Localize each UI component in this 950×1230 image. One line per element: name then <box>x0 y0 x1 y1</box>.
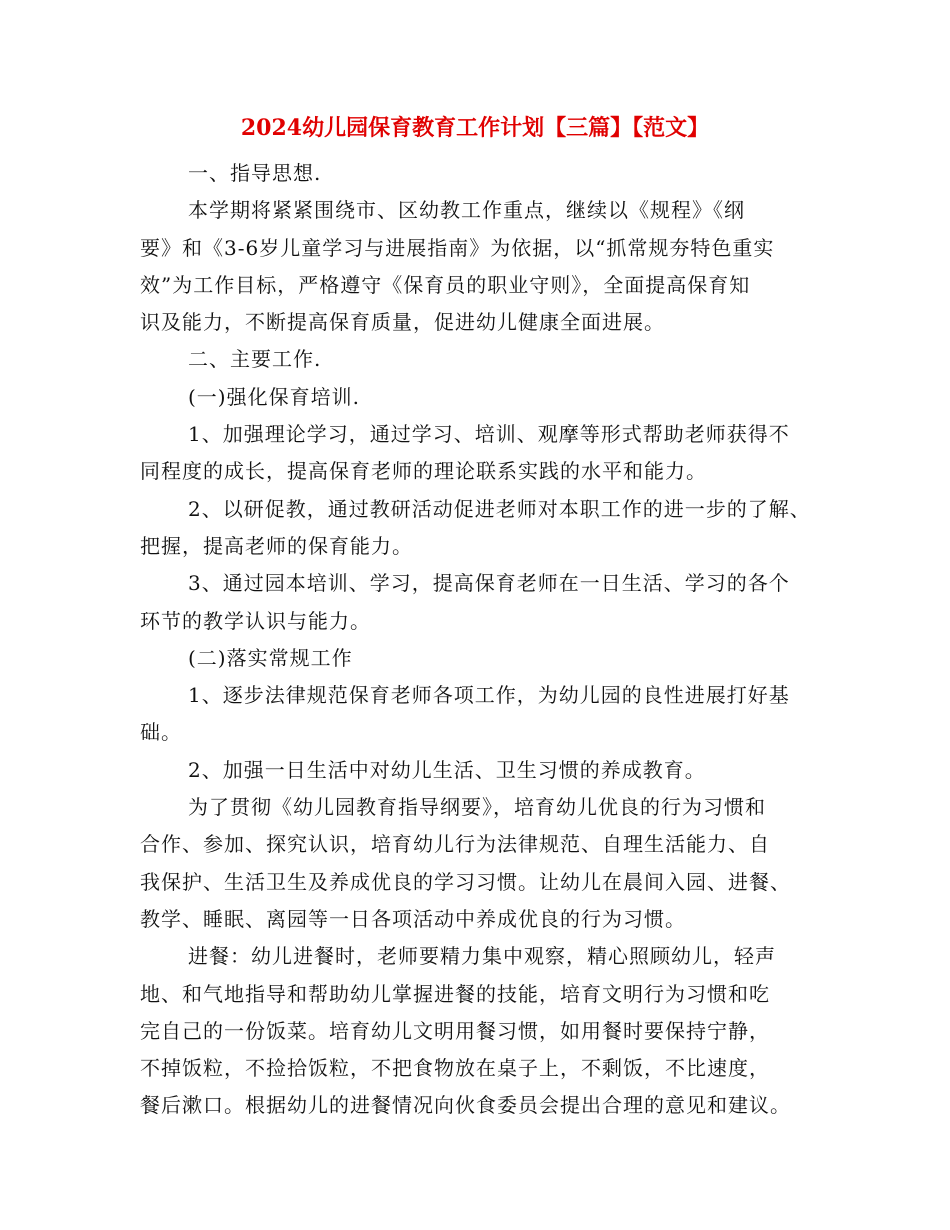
text-line: 同程度的成长，提高保育老师的理论联系实践的水平和能力。 <box>140 459 707 484</box>
text-line: 效”为工作目标，严格遵守《保育员的职业守则》，全面提高保育知 <box>140 272 751 297</box>
text-line: 要》和《3-6岁儿童学习与进展指南》为依据，以“抓常规夯特色重实 <box>140 235 775 260</box>
text-line: 1、加强理论学习，通过学习、培训、观摩等形式帮助老师获得不 <box>188 422 790 447</box>
text-line: 餐后漱口。根据幼儿的进餐情况向伙食委员会提出合理的意见和建议。 <box>140 1093 791 1118</box>
text-line: 2、以研促教，通过教研活动促进老师对本职工作的进一步的了解、 <box>188 496 811 521</box>
text-line: (一)强化保育培训. <box>188 384 360 409</box>
text-line: 我保护、生活卫生及养成优良的学习习惯。让幼儿在晨间入园、进餐、 <box>140 869 791 894</box>
text-line: (二)落实常规工作 <box>188 645 353 670</box>
text-line: 一、指导思想. <box>188 161 322 185</box>
text-line: 进餐：幼儿进餐时，老师要精力集中观察，精心照顾幼儿，轻声 <box>188 944 776 969</box>
text-line: 3、通过园本培训、学习，提高保育老师在一日生活、学习的各个 <box>188 571 790 596</box>
text-line: 合作、参加、探究认识，培育幼儿行为法律规范、自理生活能力、自 <box>140 832 770 857</box>
text-line: 识及能力，不断提高保育质量，促进幼儿健康全面进展。 <box>140 310 665 335</box>
text-line: 本学期将紧紧围绕市、区幼教工作重点，继续以《规程》《纲 <box>188 198 745 223</box>
text-line: 础。 <box>140 720 182 745</box>
text-line: 为了贯彻《幼儿园教育指导纲要》，培育幼儿优良的行为习惯和 <box>188 795 766 820</box>
text-line: 完自己的一份饭菜。培育幼儿文明用餐习惯，如用餐时要保持宁静， <box>140 1018 770 1043</box>
document-body <box>140 155 830 1125</box>
text-line: 1、逐步法律规范保育老师各项工作，为幼儿园的良性进展打好基 <box>188 683 790 708</box>
text-line: 地、和气地指导和帮助幼儿掌握进餐的技能，培育文明行为习惯和吃 <box>140 981 770 1006</box>
text-line: 教学、睡眠、离园等一日各项活动中养成优良的行为习惯。 <box>140 906 686 931</box>
text-line: 把握，提高老师的保育能力。 <box>140 533 413 558</box>
text-line: 二、主要工作. <box>188 347 322 372</box>
text-line: 2、加强一日生活中对幼儿生活、卫生习惯的养成教育。 <box>188 757 706 782</box>
text-line: 环节的教学认识与能力。 <box>140 608 371 633</box>
document-title: 2024幼儿园保育教育工作计划【三篇】【范文】 <box>240 115 710 141</box>
text-line: 不掉饭粒，不捡拾饭粒，不把食物放在桌子上，不剩饭，不比速度， <box>140 1056 770 1081</box>
